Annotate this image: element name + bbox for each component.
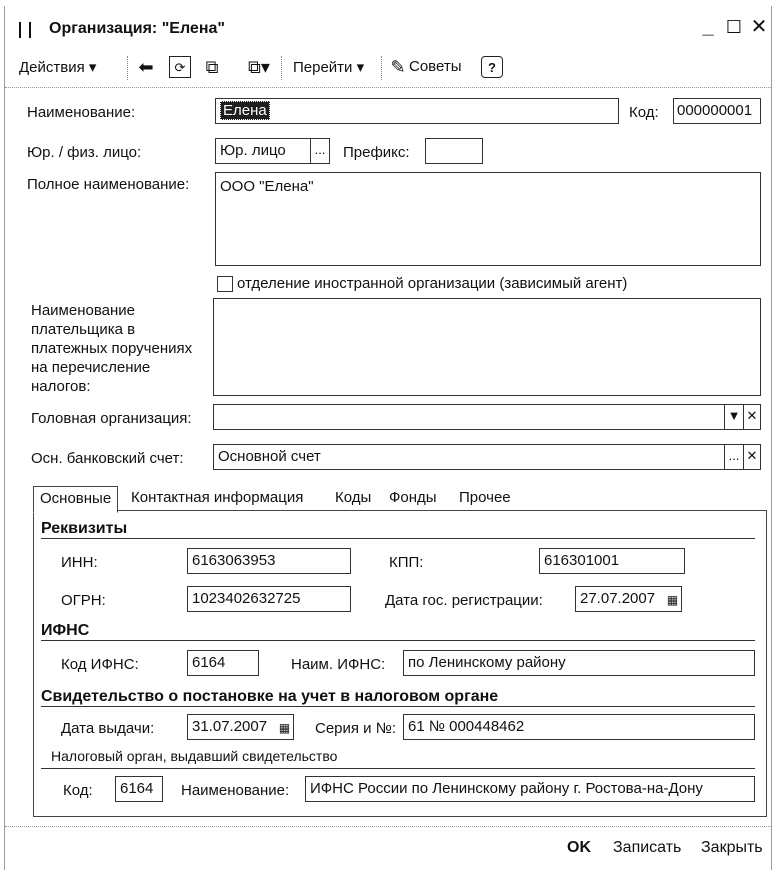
toolbar-separator bbox=[127, 56, 128, 80]
series-input[interactable]: 61 № 000448462 bbox=[403, 714, 755, 740]
arrow-left-icon[interactable]: ⬅ bbox=[138, 57, 154, 77]
maximize-button[interactable]: ☐ bbox=[725, 17, 743, 37]
section-certificate-title: Свидетельство о постановке на учет в налоговом органе bbox=[41, 688, 499, 705]
bank-account-input[interactable]: Основной счет bbox=[213, 444, 725, 470]
full-name-label: Полное наименование: bbox=[27, 176, 190, 193]
save-button[interactable]: Записать bbox=[613, 839, 682, 856]
issue-date-label: Дата выдачи: bbox=[61, 720, 155, 737]
structure-dropdown-icon[interactable]: ⧉▾ bbox=[248, 57, 270, 77]
ogrn-label: ОГРН: bbox=[61, 592, 106, 609]
tab-other[interactable]: Прочее bbox=[459, 489, 511, 506]
toolbar bbox=[5, 48, 771, 88]
foreign-org-checkbox[interactable] bbox=[217, 276, 233, 292]
payer-label-line-3: платежных поручениях bbox=[31, 340, 193, 357]
inn-label: ИНН: bbox=[61, 554, 98, 571]
tab-funds[interactable]: Фонды bbox=[389, 489, 437, 506]
ogrn-input[interactable]: 1023402632725 bbox=[187, 586, 351, 612]
registration-date-label: Дата гос. регистрации: bbox=[385, 592, 543, 609]
tab-codes[interactable]: Коды bbox=[335, 489, 372, 506]
ok-button[interactable]: OK bbox=[567, 839, 591, 856]
bank-account-clear-icon[interactable]: ✕ bbox=[743, 444, 761, 470]
bank-account-select-button[interactable]: ... bbox=[724, 444, 744, 470]
tips-button[interactable]: Советы bbox=[409, 58, 462, 75]
section-requisites-title: Реквизиты bbox=[41, 520, 128, 537]
legal-type-label: Юр. / физ. лицо: bbox=[27, 144, 142, 161]
head-org-clear-icon[interactable]: ✕ bbox=[743, 404, 761, 430]
name-label: Наименование: bbox=[27, 104, 136, 121]
help-icon[interactable]: ? bbox=[481, 56, 503, 78]
payer-label-line-2: плательщика в bbox=[31, 321, 136, 338]
head-org-input[interactable] bbox=[213, 404, 725, 430]
code-label: Код: bbox=[629, 104, 659, 121]
tab-contact-info[interactable]: Контактная информация bbox=[131, 489, 304, 506]
head-org-dropdown-button[interactable]: ▼ bbox=[724, 404, 744, 430]
issuer-name-input[interactable]: ИФНС России по Ленинскому району г. Ростова-на-Дону bbox=[305, 776, 755, 802]
issue-date-input[interactable]: 31.07.2007 bbox=[187, 714, 277, 740]
payer-label-line-1: Наименование bbox=[31, 302, 135, 319]
legal-type-input[interactable]: Юр. лицо bbox=[215, 138, 311, 164]
ifns-name-label: Наим. ИФНС: bbox=[291, 656, 386, 673]
organization-window bbox=[4, 6, 772, 870]
copy-icon[interactable]: ⧉ bbox=[205, 57, 219, 77]
toolbar-separator bbox=[381, 56, 382, 80]
prefix-input[interactable] bbox=[425, 138, 483, 164]
legal-type-select-button[interactable]: ... bbox=[310, 138, 330, 164]
foreign-org-label: отделение иностранной организации (зависимый агент) bbox=[237, 275, 628, 292]
section-divider bbox=[41, 706, 755, 707]
calendar-icon[interactable]: ▦ bbox=[664, 586, 682, 612]
close-window-button[interactable]: ✕ bbox=[750, 16, 768, 38]
payer-label-line-4: на перечисление bbox=[31, 359, 151, 376]
name-value: Елена bbox=[220, 101, 270, 120]
section-divider bbox=[41, 538, 755, 539]
issuer-code-input[interactable]: 6164 bbox=[115, 776, 163, 802]
ifns-code-label: Код ИФНС: bbox=[61, 656, 139, 673]
ifns-code-input[interactable]: 6164 bbox=[187, 650, 259, 676]
head-org-label: Головная организация: bbox=[31, 410, 192, 427]
window-title: Организация: "Елена" bbox=[49, 20, 225, 37]
actions-menu[interactable]: Действия ▾ bbox=[19, 59, 97, 76]
payer-name-textarea[interactable] bbox=[213, 298, 761, 396]
tips-icon[interactable]: ✎ bbox=[390, 57, 406, 77]
tab-main[interactable]: Основные bbox=[33, 486, 118, 513]
payer-label-line-5: налогов: bbox=[31, 378, 91, 395]
code-input[interactable]: 000000001 bbox=[673, 98, 761, 124]
bottom-button-bar bbox=[5, 826, 771, 870]
series-label: Серия и №: bbox=[315, 720, 396, 737]
section-divider bbox=[41, 640, 755, 641]
window-icon bbox=[19, 22, 31, 38]
section-ifns-title: ИФНС bbox=[41, 622, 90, 639]
kpp-label: КПП: bbox=[389, 554, 424, 571]
section-divider bbox=[41, 768, 755, 769]
title-bar bbox=[5, 6, 771, 46]
refresh-icon[interactable]: ⟳ bbox=[169, 56, 191, 78]
registration-date-input[interactable]: 27.07.2007 bbox=[575, 586, 665, 612]
goto-menu[interactable]: Перейти ▾ bbox=[293, 59, 365, 76]
bank-account-label: Осн. банковский счет: bbox=[31, 450, 184, 467]
calendar-icon[interactable]: ▦ bbox=[276, 714, 294, 740]
prefix-label: Префикс: bbox=[343, 144, 410, 161]
toolbar-separator bbox=[281, 56, 282, 80]
minimize-button[interactable]: _ bbox=[702, 16, 714, 38]
issuer-code-label: Код: bbox=[63, 782, 93, 799]
inn-input[interactable]: 6163063953 bbox=[187, 548, 351, 574]
issuer-name-label: Наименование: bbox=[181, 782, 290, 799]
close-button[interactable]: Закрыть bbox=[701, 839, 763, 856]
kpp-input[interactable]: 616301001 bbox=[539, 548, 685, 574]
ifns-name-input[interactable]: по Ленинскому району bbox=[403, 650, 755, 676]
name-input[interactable] bbox=[215, 98, 619, 124]
full-name-textarea[interactable]: ООО "Елена" bbox=[215, 172, 761, 266]
issuer-caption: Налоговый орган, выдавший свидетельство bbox=[51, 748, 338, 764]
